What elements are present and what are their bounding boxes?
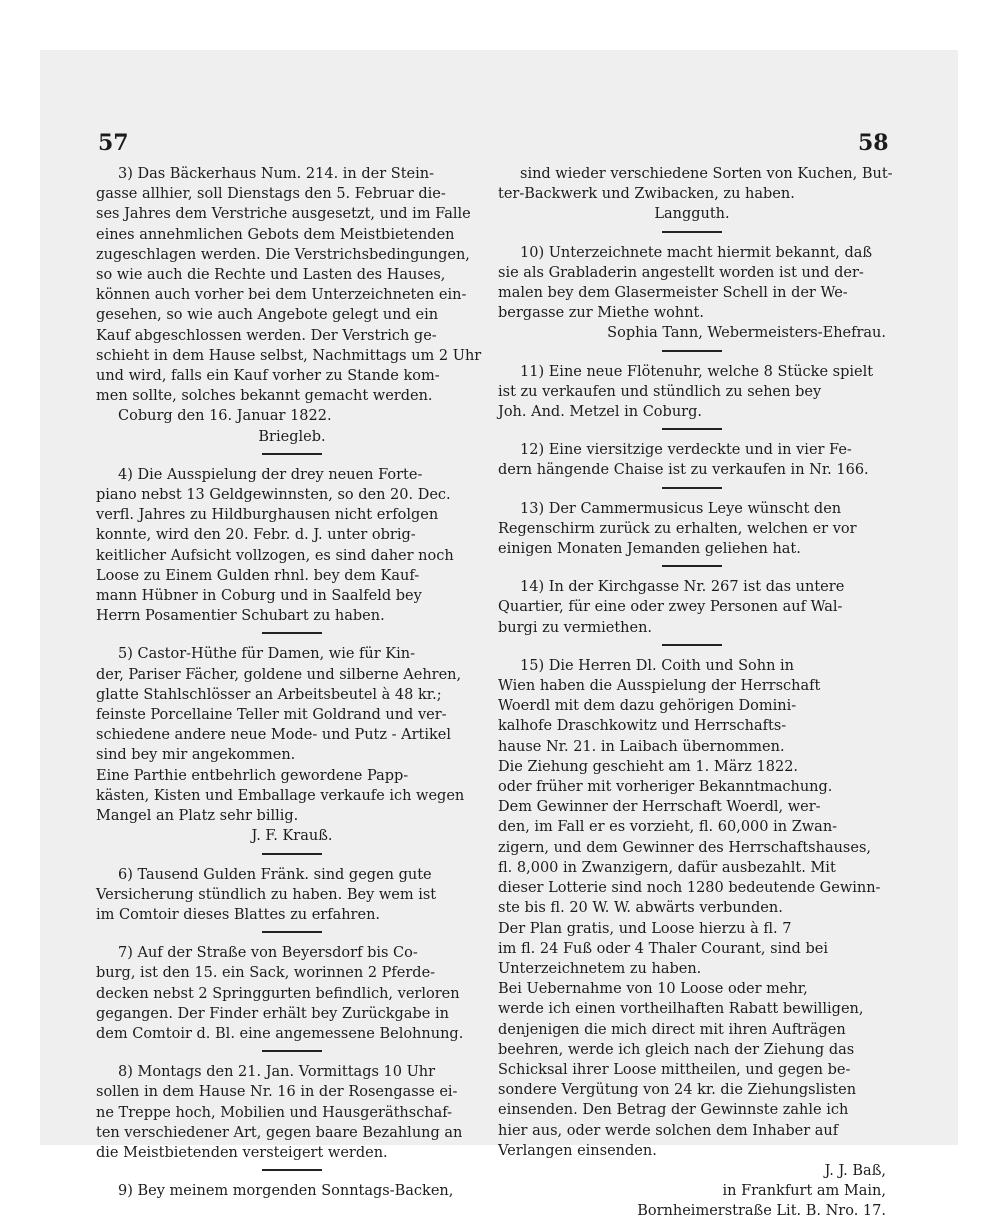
text-line: ten verschiedener Art, gegen baare Bezahlung an xyxy=(96,1124,463,1141)
text-line: sie als Grabladerin angestellt worden ist und der- xyxy=(498,264,864,281)
separator-rule xyxy=(662,231,722,233)
text-line: zugeschlagen werden. Die Verstrichsbedingungen, xyxy=(96,246,470,263)
signature-line: J. F. Krauß. xyxy=(251,828,333,845)
notice-entry xyxy=(96,164,488,447)
text-line: ne Treppe hoch, Mobilien und Hausgeräthschaf- xyxy=(96,1104,453,1121)
signature-line: Bornheimerstraße Lit. B. Nro. 17. xyxy=(637,1203,886,1220)
text-line: malen bey dem Glasermeister Schell in der We- xyxy=(498,285,848,302)
notice-entry xyxy=(498,362,886,423)
separator-rule xyxy=(662,428,722,430)
signature-line: Sophia Tann, Webermeisters-Ehefrau. xyxy=(607,325,886,342)
text-line: ist zu verkaufen und stündlich zu sehen bey xyxy=(498,383,822,400)
notice-entry xyxy=(96,1181,488,1201)
text-line: 4) Die Ausspielung der drey neuen Forte- xyxy=(118,466,423,483)
text-line: einigen Monaten Jemanden geliehen hat. xyxy=(498,541,801,558)
text-line: dem Comtoir d. Bl. eine angemessene Belohnung. xyxy=(96,1025,464,1042)
separator-rule xyxy=(662,350,722,352)
text-line: schieht in dem Hause selbst, Nachmittags um 2 Uhr xyxy=(96,347,482,364)
text-line: 13) Der Cammermusicus Leye wünscht den xyxy=(520,500,842,517)
left-column xyxy=(96,164,488,1201)
text-line: sind bey mir angekommen. xyxy=(96,747,296,764)
right-column xyxy=(498,164,893,1222)
notice-entry xyxy=(498,656,886,1222)
signature-line: Briegleb. xyxy=(258,428,326,445)
separator-rule xyxy=(262,632,322,634)
text-line: 14) In der Kirchgasse Nr. 267 ist das untere xyxy=(520,579,845,596)
text-line: Woerdl mit dem dazu gehörigen Domini- xyxy=(498,698,797,715)
text-line: piano nebst 13 Geldgewinnsten, so den 20. Dec. xyxy=(96,487,451,504)
text-line: im fl. 24 Fuß oder 4 Thaler Courant, sind bei xyxy=(498,940,828,957)
signature-line: in Frankfurt am Main, xyxy=(722,1183,886,1200)
notice-entry xyxy=(96,1062,488,1163)
text-line: men sollte, solches bekannt gemacht werden. xyxy=(96,388,433,405)
text-line: hier aus, oder werde solchen dem Inhaber auf xyxy=(498,1122,839,1139)
notice-entry xyxy=(498,243,886,344)
text-line: den, im Fall er es vorzieht, fl. 60,000 in Zwan- xyxy=(498,819,838,836)
text-line: hause Nr. 21. in Laibach übernommen. xyxy=(498,738,785,755)
notice-entry xyxy=(498,577,886,638)
text-line: dieser Lotterie sind noch 1280 bedeutende Gewinn- xyxy=(498,880,881,897)
text-line: 12) Eine viersitzige verdeckte und in vier Fe- xyxy=(520,442,852,459)
text-line: 8) Montags den 21. Jan. Vormittags 10 Uhr xyxy=(118,1064,436,1081)
text-line: Versicherung stündlich zu haben. Bey wem ist xyxy=(96,886,437,903)
text-line: schiedene andere neue Mode- und Putz - Artikel xyxy=(96,727,451,744)
text-line: ses Jahres dem Verstriche ausgesetzt, und im Falle xyxy=(96,206,471,223)
separator-rule xyxy=(662,487,722,489)
notice-entry xyxy=(96,644,488,846)
notice-entry xyxy=(96,943,488,1044)
text-line: Loose zu Einem Gulden rhnl. bey dem Kauf- xyxy=(96,567,420,584)
text-line: zigern, und dem Gewinner des Herrschaftshauses, xyxy=(498,839,872,856)
text-line: so wie auch die Rechte und Lasten des Hauses, xyxy=(96,267,446,284)
text-line: Eine Parthie entbehrlich gewordene Papp- xyxy=(96,767,409,784)
text-line: feinste Porcellaine Teller mit Goldrand und ver- xyxy=(96,707,447,724)
text-line: kalhofe Draschkowitz und Herrschafts- xyxy=(498,718,787,735)
signature-line: Coburg den 16. Januar 1822. xyxy=(118,408,332,425)
text-line: im Comtoir dieses Blattes zu erfahren. xyxy=(96,906,381,923)
text-line: sind wieder verschiedene Sorten von Kuchen, But- xyxy=(520,166,893,182)
notice-entry xyxy=(96,465,488,627)
signature-line: Langguth. xyxy=(654,206,730,223)
text-line: keitlicher Aufsicht vollzogen, es sind daher noch xyxy=(96,547,454,564)
separator-rule xyxy=(662,565,722,567)
text-line: ter-Backwerk und Zwibacken, zu haben. xyxy=(498,186,795,203)
text-line: dern hängende Chaise ist zu verkaufen in Nr. 166. xyxy=(498,462,869,479)
text-line: Regenschirm zurück zu erhalten, welchen er vor xyxy=(498,520,857,537)
text-line: 7) Auf der Straße von Beyersdorf bis Co- xyxy=(118,945,418,962)
text-line: Verlangen einsenden. xyxy=(498,1142,657,1159)
text-line: 11) Eine neue Flötenuhr, welche 8 Stücke spielt xyxy=(520,363,874,380)
text-line: die Meistbietenden versteigert werden. xyxy=(96,1144,388,1161)
text-line: 3) Das Bäckerhaus Num. 214. in der Stein- xyxy=(118,166,434,182)
text-line: 10) Unterzeichnete macht hiermit bekannt, daß xyxy=(520,244,873,261)
text-line: Unterzeichnetem zu haben. xyxy=(498,960,702,977)
signature-line: J. J. Baß, xyxy=(824,1162,886,1179)
notice-entry xyxy=(498,499,886,560)
text-line: gegangen. Der Finder erhält bey Zurückgabe in xyxy=(96,1005,449,1022)
text-line: 9) Bey meinem morgenden Sonntags-Backen, xyxy=(118,1183,454,1200)
page-number-left: 57 xyxy=(98,130,129,156)
separator-rule xyxy=(262,1169,322,1171)
separator-rule xyxy=(662,644,722,646)
text-line: Kauf abgeschlossen werden. Der Verstrich ge- xyxy=(96,327,437,344)
text-line: Herrn Posamentier Schubart zu haben. xyxy=(96,608,385,625)
text-line: konnte, wird den 20. Febr. d. J. unter obrig- xyxy=(96,527,416,544)
text-line: kästen, Kisten und Emballage verkaufe ich wegen xyxy=(96,787,465,804)
text-line: der, Pariser Fächer, goldene und silberne Aehren, xyxy=(96,666,462,683)
text-line: burg, ist den 15. ein Sack, worinnen 2 Pferde- xyxy=(96,965,436,982)
text-line: gasse allhier, soll Dienstags den 5. Februar die- xyxy=(96,186,446,203)
notice-entry xyxy=(498,440,886,480)
text-line: und wird, falls ein Kauf vorher zu Stande kom- xyxy=(96,368,440,385)
text-line: Quartier, für eine oder zwey Personen auf Wal- xyxy=(498,599,843,616)
text-line: eines annehmlichen Gebots dem Meistbietenden xyxy=(96,226,455,243)
separator-rule xyxy=(262,1050,322,1052)
text-line: werde ich einen vortheilhaften Rabatt bewilligen, xyxy=(498,1001,864,1018)
text-line: 6) Tausend Gulden Fränk. sind gegen gute xyxy=(118,866,432,883)
notice-entry xyxy=(96,865,488,926)
text-line: Schicksal ihrer Loose mittheilen, und gegen be- xyxy=(498,1061,851,1078)
notice-entry xyxy=(498,164,893,225)
text-line: glatte Stahlschlösser an Arbeitsbeutel à 48 kr.; xyxy=(96,686,442,703)
page-number-right: 58 xyxy=(858,130,889,156)
text-line: fl. 8,000 in Zwanzigern, dafür ausbezahlt. Mit xyxy=(498,859,836,876)
separator-rule xyxy=(262,931,322,933)
separator-rule xyxy=(262,853,322,855)
text-line: verfl. Jahres zu Hildburghausen nicht erfolgen xyxy=(96,507,439,524)
text-line: bergasse zur Miethe wohnt. xyxy=(498,305,704,322)
text-line: sondere Vergütung von 24 kr. die Ziehungslisten xyxy=(498,1082,857,1099)
text-line: gesehen, so wie auch Angebote gelegt und ein xyxy=(96,307,439,324)
text-line: können auch vorher bei dem Unterzeichneten ein- xyxy=(96,287,467,304)
text-line: einsenden. Den Betrag der Gewinnste zahle ich xyxy=(498,1102,849,1119)
text-line: 15) Die Herren Dl. Coith und Sohn in xyxy=(520,657,794,674)
text-line: denjenigen die mich direct mit ihren Aufträgen xyxy=(498,1021,846,1038)
text-line: Der Plan gratis, und Loose hierzu à fl. 7 xyxy=(498,920,792,937)
separator-rule xyxy=(262,453,322,455)
text-line: Mangel an Platz sehr billig. xyxy=(96,808,299,825)
text-line: mann Hübner in Coburg und in Saalfeld bey xyxy=(96,588,422,605)
text-line: oder früher mit vorheriger Bekanntmachung. xyxy=(498,779,833,796)
text-line: Dem Gewinner der Herrschaft Woerdl, wer- xyxy=(498,799,821,816)
text-line: beehren, werde ich gleich nach der Ziehung das xyxy=(498,1041,855,1058)
text-line: Joh. And. Metzel in Coburg. xyxy=(498,404,702,421)
text-line: decken nebst 2 Springgurten befindlich, verloren xyxy=(96,985,460,1002)
text-line: ste bis fl. 20 W. W. abwärts verbunden. xyxy=(498,900,783,917)
text-line: Die Ziehung geschieht am 1. März 1822. xyxy=(498,758,799,775)
text-line: Bei Uebernahme von 10 Loose oder mehr, xyxy=(498,981,808,998)
text-line: Wien haben die Ausspielung der Herrschaft xyxy=(498,678,821,695)
text-line: sollen in dem Hause Nr. 16 in der Rosengasse ei- xyxy=(96,1084,458,1101)
text-line: burgi zu vermiethen. xyxy=(498,619,653,636)
text-line: 5) Castor-Hüthe für Damen, wie für Kin- xyxy=(118,646,415,663)
